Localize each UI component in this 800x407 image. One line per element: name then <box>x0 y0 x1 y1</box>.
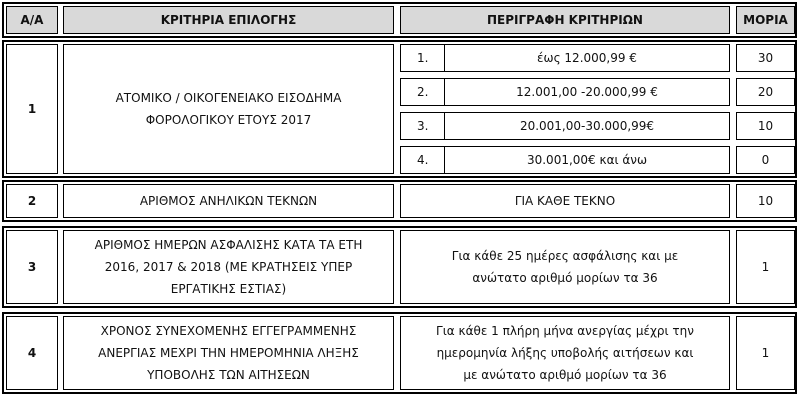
description-line: Για κάθε 1 πλήρη μήνα ανεργίας μέχρι την <box>436 324 694 338</box>
header-criteria: ΚΡΙΤΗΡΙΑ ΕΠΙΛΟΓΗΣ <box>63 6 394 34</box>
row-1-sub-3-points: 10 <box>736 112 795 140</box>
row-3-aa: 3 <box>6 230 58 304</box>
criterion-line: ΥΠΟΒΟΛΗΣ ΤΩΝ ΑΙΤΗΣΕΩΝ <box>147 368 310 382</box>
criterion-line: ΦΟΡΟΛΟΓΙΚΟΥ ΕΤΟΥΣ 2017 <box>145 113 312 127</box>
row-2-aa: 2 <box>6 184 58 218</box>
row-1-sub-1-points: 30 <box>736 44 795 72</box>
description-line: ημερομηνία λήξης υποβολής αιτήσεων και <box>436 346 694 360</box>
row-1-sub-3-text: 20.001,00-30.000,99€ <box>444 112 730 140</box>
criterion-line: ΑΡΙΘΜΟΣ ΗΜΕΡΩΝ ΑΣΦΑΛΙΣΗΣ ΚΑΤΑ ΤΑ ΕΤΗ <box>94 238 363 252</box>
row-3-description <box>400 230 730 304</box>
criterion-line: ΑΤΟΜΙΚΟ / ΟΙΚΟΓΕΝΕΙΑΚΟ ΕΙΣΟΔΗΜΑ <box>115 91 342 105</box>
header-description: ΠΕΡΙΓΡΑΦΗ ΚΡΙΤΗΡΙΩΝ <box>400 6 730 34</box>
row-4-points: 1 <box>736 316 795 390</box>
row-3-criterion <box>63 230 394 304</box>
row-1-sub-2-index: 2. <box>400 78 445 106</box>
row-4-description <box>400 316 730 390</box>
row-1-sub-4-index: 4. <box>400 146 445 174</box>
description-line: Για κάθε 25 ημέρες ασφάλισης και με <box>451 249 679 263</box>
criterion-line: 2016, 2017 & 2018 (ΜΕ ΚΡΑΤΗΣΕΙΣ ΥΠΕΡ <box>104 260 353 274</box>
criterion-line: ΑΝΕΡΓΙΑΣ ΜΕΧΡΙ ΤΗΝ ΗΜΕΡΟΜΗΝΙΑ ΛΗΞΗΣ <box>98 346 359 360</box>
description-line: με ανώτατο αριθμό μορίων τα 36 <box>463 368 667 382</box>
description-line: ανώτατο αριθμό μορίων τα 36 <box>472 271 658 285</box>
criterion-line: ΧΡΟΝΟΣ ΣΥΝΕΧΟΜΕΝΗΣ ΕΓΓΕΓΡΑΜΜΕΝΗΣ <box>100 324 357 338</box>
header-points: ΜΟΡΙΑ <box>736 6 795 34</box>
row-1-sub-4-text: 30.001,00€ και άνω <box>444 146 730 174</box>
row-1-sub-3-index: 3. <box>400 112 445 140</box>
row-1-sub-1-index: 1. <box>400 44 445 72</box>
row-1-sub-2-points: 20 <box>736 78 795 106</box>
row-1-sub-1-text: έως 12.000,99 € <box>444 44 730 72</box>
criterion-line: ΕΡΓΑΤΙΚΗΣ ΕΣΤΙΑΣ) <box>170 282 287 296</box>
row-1-sub-4-points: 0 <box>736 146 795 174</box>
header-aa: Α/Α <box>6 6 58 34</box>
row-1-criterion <box>63 44 394 174</box>
row-3-points: 1 <box>736 230 795 304</box>
row-1-aa: 1 <box>6 44 58 174</box>
row-1-sub-2-text: 12.001,00 -20.000,99 € <box>444 78 730 106</box>
row-2-criterion: ΑΡΙΘΜΟΣ ΑΝΗΛΙΚΩΝ ΤΕΚΝΩΝ <box>63 184 394 218</box>
row-2-points: 10 <box>736 184 795 218</box>
row-2-description: ΓΙΑ ΚΑΘΕ ΤΕΚΝΟ <box>400 184 730 218</box>
row-4-criterion <box>63 316 394 390</box>
row-4-aa: 4 <box>6 316 58 390</box>
